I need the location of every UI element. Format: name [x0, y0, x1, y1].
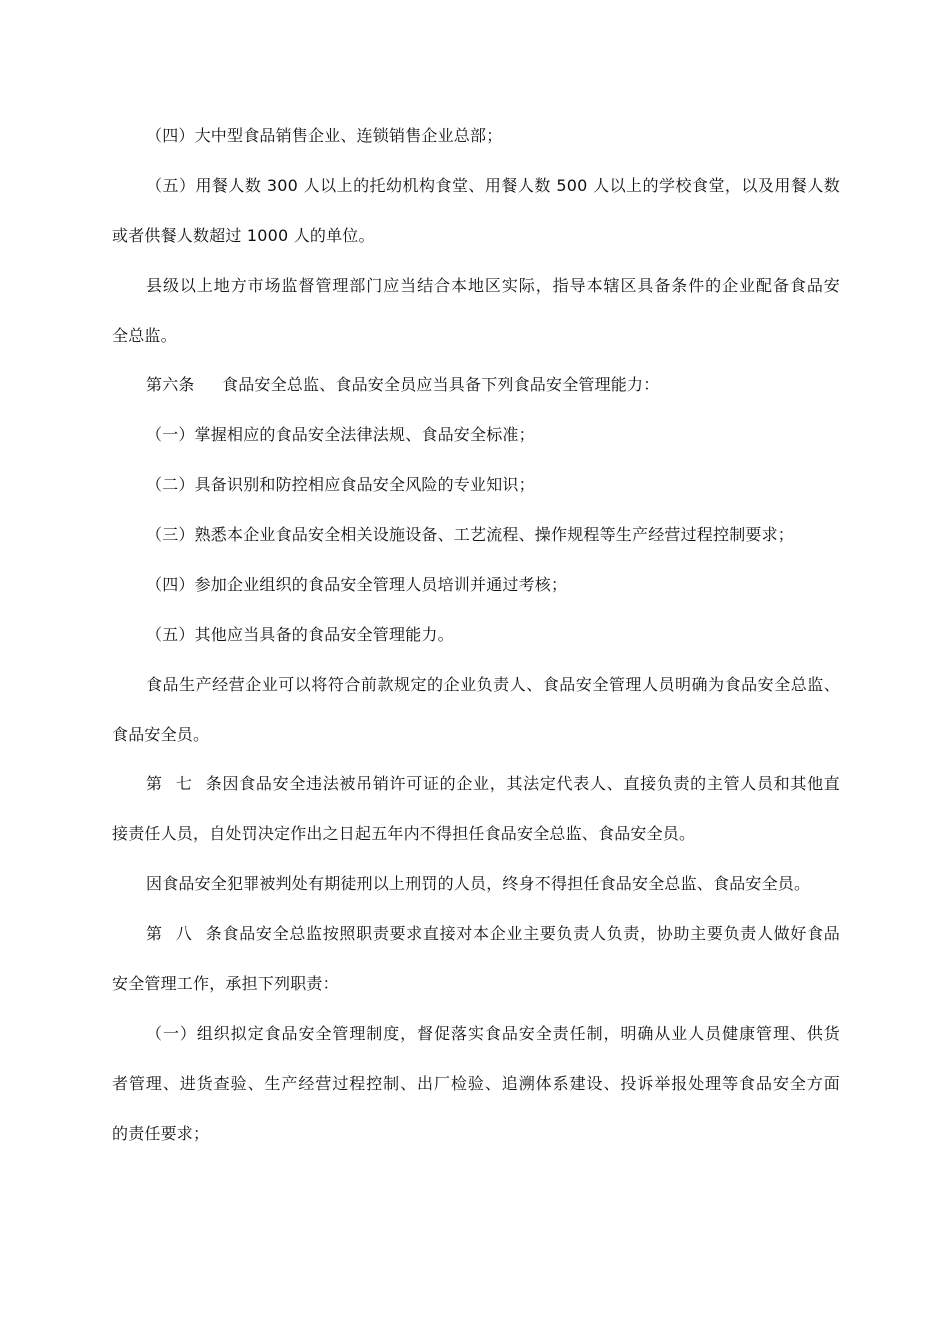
paragraph-line: 食品生产经营企业可以将符合前款规定的企业负责人、食品安全管理人员明确为食品安全总监、	[146, 675, 840, 694]
paragraph-line: 接责任人员，自处罚决定作出之日起五年内不得担任食品安全总监、食品安全员。	[112, 824, 696, 843]
article-number: 第七条	[146, 774, 222, 793]
article-line	[146, 375, 840, 395]
article-text: 食品安全总监、食品安全员应当具备下列食品安全管理能力：	[222, 375, 660, 394]
paragraph-line: 因食品安全犯罪被判处有期徒刑以上刑罚的人员，终身不得担任食品安全总监、食品安全员。	[146, 874, 811, 893]
paragraph-line: 的责任要求；	[112, 1124, 210, 1143]
paragraph-line: 者管理、进货查验、生产经营过程控制、出厂检验、追溯体系建设、投诉举报处理等食品安全方面	[112, 1074, 840, 1093]
paragraph-line: （四）参加企业组织的食品安全管理人员培训并通过考核；	[146, 575, 568, 594]
article-line	[146, 924, 840, 944]
paragraph-line: （三）熟悉本企业食品安全相关设施设备、工艺流程、操作规程等生产经营过程控制要求；	[146, 525, 795, 544]
paragraph-line: 县级以上地方市场监督管理部门应当结合本地区实际，指导本辖区具备条件的企业配备食品安	[146, 276, 840, 295]
paragraph-line: （四）大中型食品销售企业、连锁销售企业总部；	[146, 126, 503, 145]
paragraph-line: （五）用餐人数 300 人以上的托幼机构食堂、用餐人数 500 人以上的学校食堂，以及用餐人数	[146, 176, 840, 195]
paragraph-line: 全总监。	[112, 326, 177, 345]
paragraph-line: （二）具备识别和防控相应食品安全风险的专业知识；	[146, 475, 535, 494]
article-line	[146, 774, 840, 794]
article-number: 第六条	[146, 375, 195, 394]
paragraph-line: （五）其他应当具备的食品安全管理能力。	[146, 625, 454, 644]
paragraph-line: （一）掌握相应的食品安全法律法规、食品安全标准；	[146, 425, 535, 444]
paragraph-line: （一）组织拟定食品安全管理制度，督促落实食品安全责任制，明确从业人员健康管理、供货	[146, 1024, 840, 1043]
paragraph-line: 安全管理工作，承担下列职责：	[112, 974, 339, 993]
paragraph-line: 或者供餐人数超过 1000 人的单位。	[112, 226, 375, 245]
article-number: 第八条	[146, 924, 222, 943]
article-text: 食品安全总监按照职责要求直接对本企业主要负责人负责，协助主要负责人做好食品	[222, 924, 840, 943]
article-text: 因食品安全违法被吊销许可证的企业，其法定代表人、直接负责的主管人员和其他直	[222, 774, 840, 793]
paragraph-line: 食品安全员。	[112, 725, 210, 744]
